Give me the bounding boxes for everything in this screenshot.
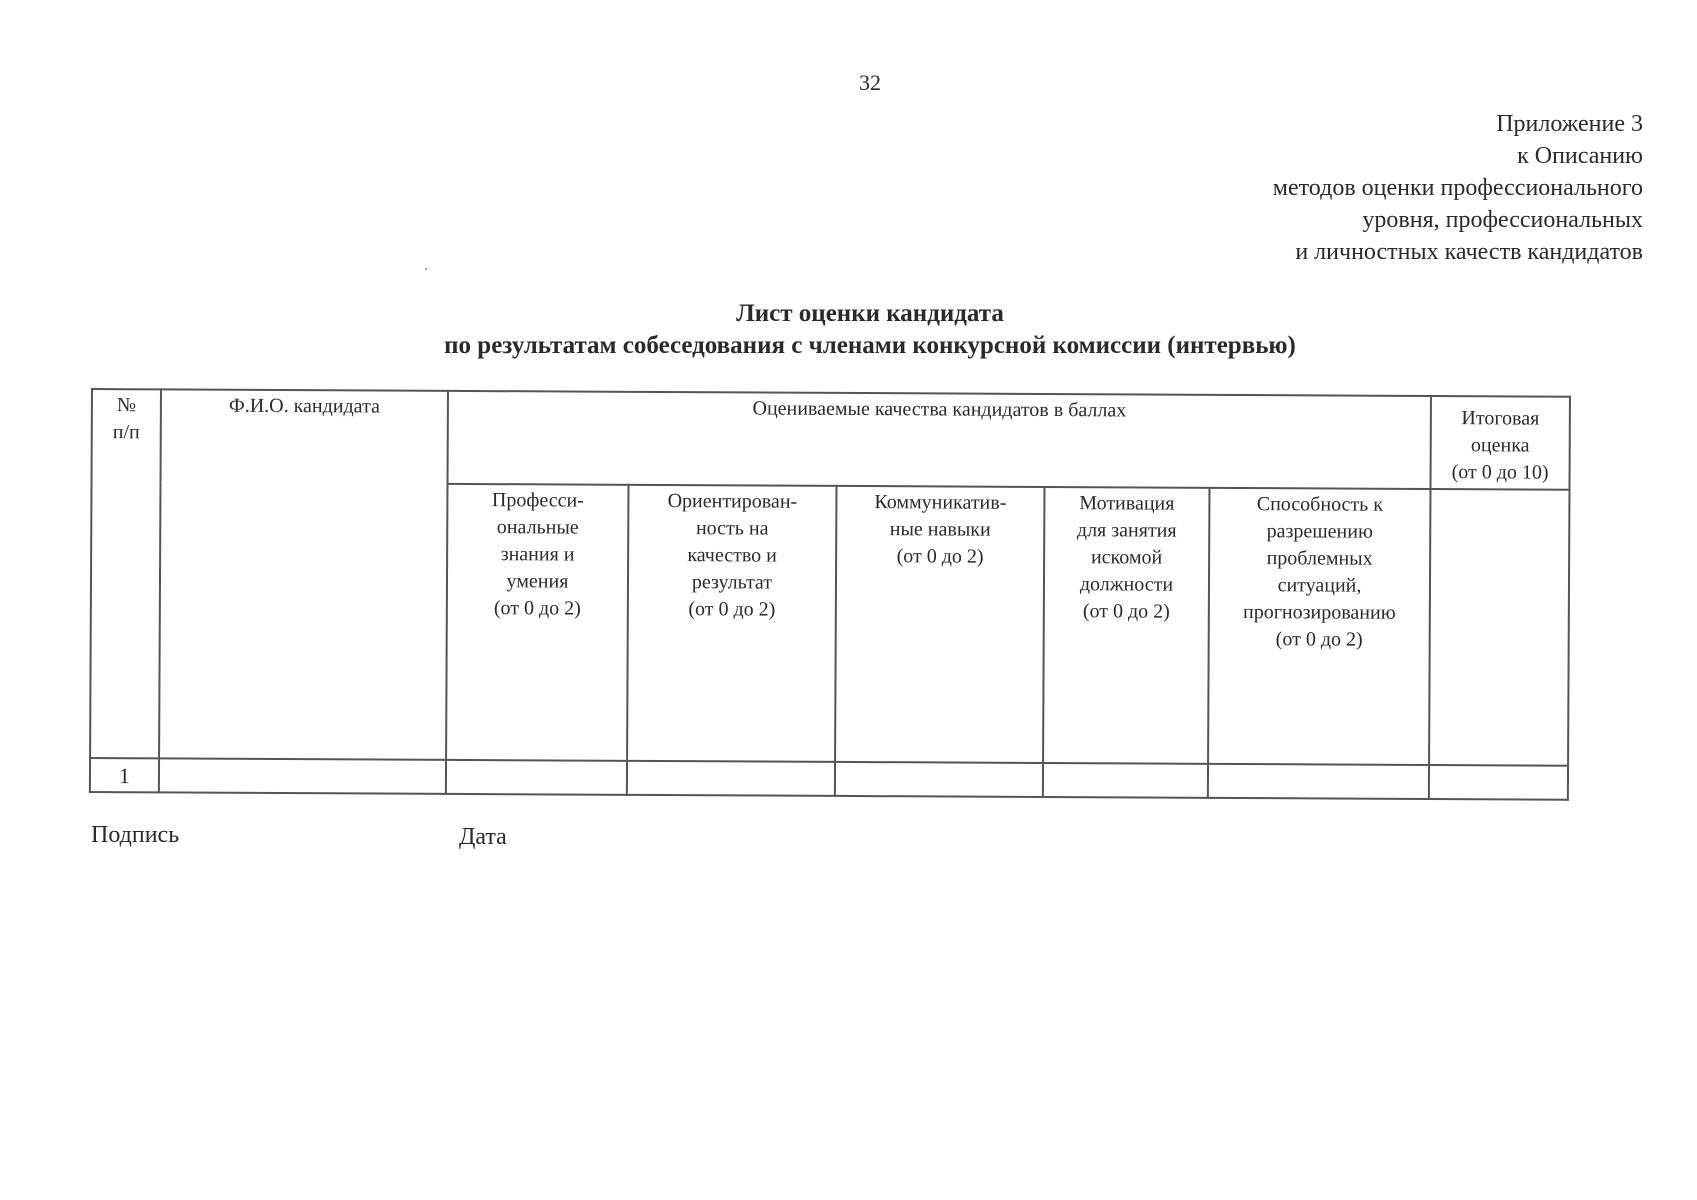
header-number <box>90 389 161 758</box>
header-line: (от 0 до 2) <box>1082 600 1170 623</box>
header-final-line: оценка <box>1470 434 1530 457</box>
appendix-reference <box>1273 108 1643 268</box>
header-final-line: Итоговая <box>1461 407 1540 430</box>
date-label: Дата <box>459 824 507 850</box>
header-line: ональные <box>496 516 579 539</box>
header-line: разрешению <box>1266 520 1373 543</box>
header-line: качество и <box>687 544 777 567</box>
header-line: ность на <box>695 517 769 540</box>
header-number-line: п/п <box>112 421 140 444</box>
header-candidate-name <box>159 389 448 759</box>
header-line: ные навыки <box>889 518 991 541</box>
appendix-line: и личностных качеств кандидатов <box>1295 239 1643 265</box>
appendix-line: к Описанию <box>1517 143 1643 169</box>
document-title <box>0 298 1697 362</box>
appendix-line: Приложение 3 <box>1496 111 1643 137</box>
header-qualities-label: Оцениваемые качества кандидатов в баллах <box>752 397 1127 422</box>
problem-solving-score-cell[interactable] <box>1208 764 1429 799</box>
header-line: Способность к <box>1256 493 1384 516</box>
header-line: (от 0 до 2) <box>1275 628 1363 651</box>
appendix-line: уровня, профессиональных <box>1362 207 1643 233</box>
header-problem-solving <box>1208 488 1430 765</box>
candidate-name-cell[interactable] <box>159 758 446 794</box>
scan-speck <box>425 268 427 270</box>
header-line: знания и <box>500 543 575 566</box>
result-orientation-score-cell[interactable] <box>627 761 835 796</box>
communication-skills-score-cell[interactable] <box>835 762 1043 797</box>
final-score-cell[interactable] <box>1429 765 1568 800</box>
title-line-2: по результатам собеседования с членами конкурсной комиссии (интервью) <box>444 332 1296 359</box>
page-number: 32 <box>859 70 881 95</box>
title-line-1: Лист оценки кандидата <box>736 300 1004 327</box>
header-qualities-group <box>448 391 1432 489</box>
header-line: ситуаций, <box>1277 574 1362 597</box>
header-line: Коммуникатив- <box>874 491 1007 514</box>
appendix-line: методов оценки профессионального <box>1272 175 1643 201</box>
header-motivation <box>1043 487 1209 764</box>
header-communication-skills <box>835 486 1044 763</box>
header-line: (от 0 до 2) <box>896 545 984 568</box>
final-score-blank <box>1429 489 1569 766</box>
header-line: искомой <box>1090 546 1163 569</box>
header-line: для занятия <box>1076 519 1177 542</box>
header-professional-knowledge <box>446 484 628 761</box>
header-line: Мотивация <box>1079 492 1175 515</box>
header-line: (от 0 до 2) <box>493 597 581 620</box>
header-line: должности <box>1079 573 1174 596</box>
header-result-orientation <box>627 485 836 762</box>
evaluation-table <box>89 388 1571 801</box>
header-number-line: № <box>116 394 137 417</box>
table-header-row <box>92 389 1570 490</box>
motivation-score-cell[interactable] <box>1043 763 1208 798</box>
header-line: (от 0 до 2) <box>688 598 776 621</box>
header-final-score <box>1431 396 1570 490</box>
header-line: умения <box>506 570 569 593</box>
header-name-label: Ф.И.О. кандидата <box>228 394 380 418</box>
row-number-cell: 1 <box>90 758 159 792</box>
header-line: Ориентирован- <box>667 490 798 513</box>
table-row <box>90 758 1568 800</box>
header-line: Професси- <box>491 489 584 512</box>
professional-knowledge-score-cell[interactable] <box>446 760 627 795</box>
header-line: прогнозированию <box>1242 601 1396 624</box>
signature-label: Подпись <box>91 822 180 848</box>
header-final-line: (от 0 до 10) <box>1451 461 1549 484</box>
header-line: результат <box>691 571 773 594</box>
header-line: проблемных <box>1266 547 1373 570</box>
